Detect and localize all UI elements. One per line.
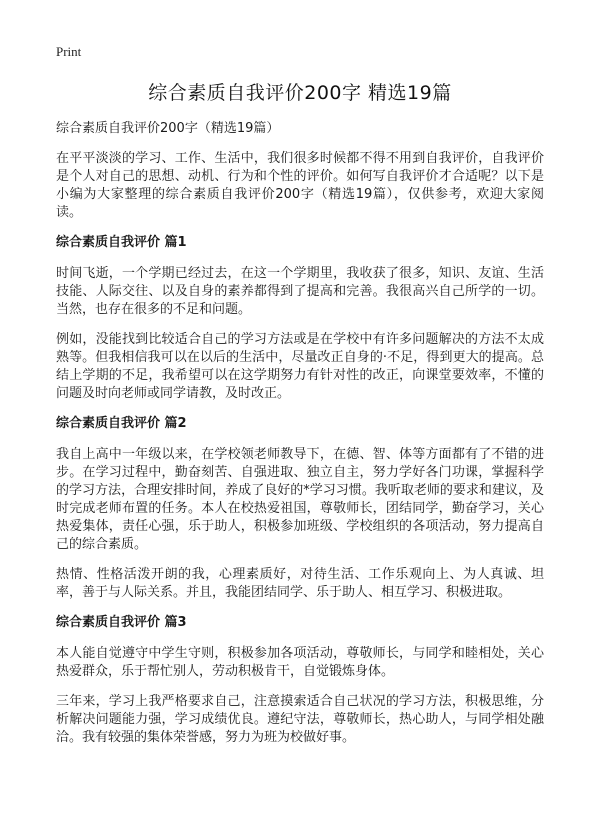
document-body (56, 120, 544, 759)
print-link[interactable]: Print (56, 44, 82, 59)
section-heading: 综合素质自我评价 篇2 (56, 416, 187, 431)
section-heading: 综合素质自我评价 篇3 (56, 615, 187, 630)
section-paragraph: 热情、性格活泼开朗的我，心理素质好，对待生活、工作乐观向上、为人真诚、坦率，善于与人际关系。并且，我能团结同学、乐于助人、相互学习、积极进取。 (56, 567, 544, 600)
section-paragraph: 我自上高中一年级以来，在学校领老师教导下，在德、智、体等方面都有了不错的进步。在学习过程中，勤奋刻苦、自强进取、独立自主，努力学好各门功课，掌握科学的学习方法，合理安排时间，养成了良好的*学习习惯。我听取老师的要求和建议，及时完成老师布置的任务。本人在校热爱祖国，尊敬师长，团结同学，勤奋学习，关心热爱集体，责任心强，乐于助人，积极参加班级、学校组织的各项活动，努力提高自己的综合素质。 (56, 447, 544, 552)
section-paragraph: 时间飞逝，一个学期已经过去，在这一个学期里，我收获了很多，知识、友谊、生活技能、人际交往、以及自身的素养都得到了提高和完善。我很高兴自己所学的一切。当然，也存在很多的不足和问题。 (56, 266, 544, 317)
intro-paragraph: 在平平淡淡的学习、工作、生活中，我们很多时候都不得不用到自我评价，自我评价是个人对自己的思想、动机、行为和个性的评价。如何写自我评价才合适呢？以下是小编为大家整理的综合素质自我评价200字（精选19篇），仅供参考，欢迎大家阅读。 (56, 151, 544, 220)
section-3 (56, 614, 544, 747)
document-subtitle: 综合素质自我评价200字（精选19篇） (56, 121, 280, 136)
page-title: 综合素质自我评价200字 精选19篇 (148, 82, 452, 104)
section-paragraph: 三年来，学习上我严格要求自己，注意摸索适合自己状况的学习方法，积极思维，分析解决问题能力强，学习成绩优良。遵纪守法，尊敬师长，热心助人，与同学相处融洽。我有较强的集体荣誉感，努力为班为校做好事。 (56, 694, 544, 745)
section-1 (56, 234, 544, 403)
section-heading: 综合素质自我评价 篇1 (56, 235, 187, 250)
section-paragraph: 例如，没能找到比较适合自己的学习方法或是在学校中有许多问题解决的方法不太成熟等。但我相信我可以在以后的生活中，尽量改正自身的·不足，得到更大的提高。总结上学期的不足，我希望可以在这学期努力有针对性的改正，向课堂要效率，不懂的问题及时向老师或同学请教，及时改正。 (56, 332, 544, 401)
section-paragraph: 本人能自觉遵守中学生守则，积极参加各项活动，尊敬师长，与同学和睦相处，关心热爱群众，乐于帮忙别人，劳动积极肯干，自觉锻炼身体。 (56, 646, 544, 679)
section-2 (56, 415, 544, 602)
